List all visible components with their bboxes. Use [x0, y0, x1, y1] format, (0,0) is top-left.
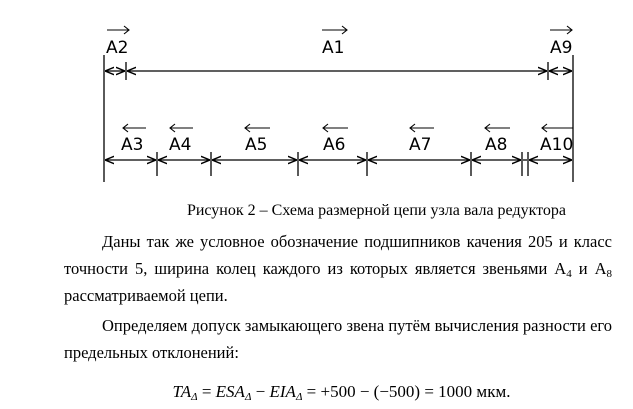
formula-term: ESA	[215, 382, 245, 401]
label-a2: A2	[106, 38, 129, 58]
label-a4: A4	[169, 135, 192, 155]
paragraph-tolerance	[64, 312, 612, 366]
left-arrow-icon	[123, 124, 146, 132]
formula-term: EIA	[269, 382, 296, 401]
subscript: 8	[606, 268, 612, 280]
paragraph-text: Определяем допуск замыкающего звена путём вычисления разности его предельных отклонений:	[64, 316, 612, 362]
label-a1: A1	[322, 38, 345, 58]
right-arrow-icon	[107, 26, 129, 34]
paragraph-text: Даны так же условное обозначение подшипников качения 205 и класс точности 5, ширина колец каждого из которых является звеньями А	[64, 232, 612, 278]
right-arrow-icon	[550, 26, 572, 34]
dimension-chain-diagram	[0, 0, 633, 200]
left-arrow-icon	[542, 124, 573, 132]
paragraph-text: рассматриваемой цепи.	[64, 286, 228, 305]
formula-term: TA	[172, 382, 192, 401]
label-a3: A3	[121, 135, 144, 155]
left-arrow-icon	[170, 124, 193, 132]
label-a9: A9	[550, 38, 573, 58]
left-arrow-icon	[323, 124, 348, 132]
right-arrow-icon	[322, 26, 347, 34]
label-a6: A6	[323, 135, 346, 155]
subscript: Δ	[191, 391, 198, 403]
paragraph-text: и А	[571, 259, 607, 278]
paragraph-bearings	[64, 228, 612, 309]
label-a7: A7	[409, 135, 432, 155]
figure-caption: Рисунок 2 – Схема размерной цепи узла вала редуктора	[186, 202, 567, 219]
subscript: 4	[566, 268, 572, 280]
formula-result: = +500 − (−500) = 1000 мкм.	[306, 382, 511, 401]
label-a10: A10	[540, 135, 574, 155]
left-arrow-icon	[245, 124, 270, 132]
label-a5: A5	[245, 135, 268, 155]
label-a8: A8	[485, 135, 508, 155]
subscript: Δ	[244, 391, 252, 403]
tolerance-formula: $TA_\Delta = ESA_\Delta - EIA_\Delta = +500 - (-500) = 1000$ мкм.	[172, 382, 511, 403]
left-arrow-icon	[410, 124, 434, 132]
left-arrow-icon	[485, 124, 510, 132]
subscript: Δ	[295, 391, 303, 403]
